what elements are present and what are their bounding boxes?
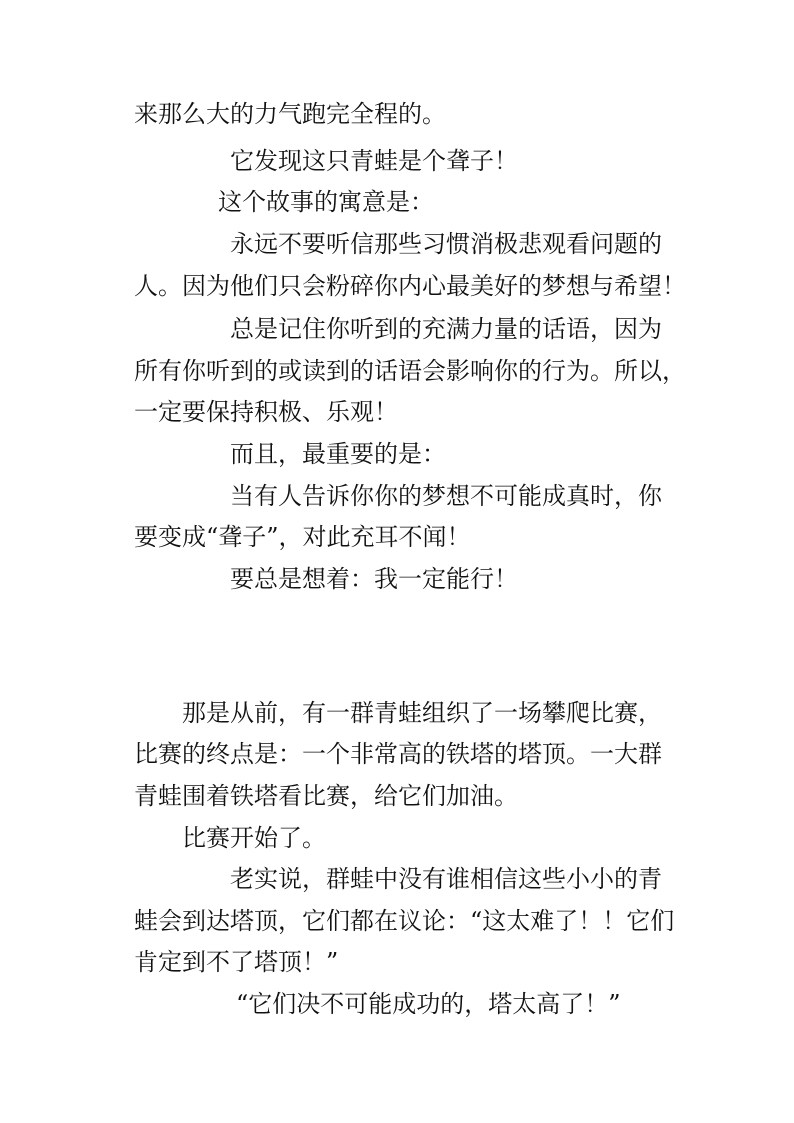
text-line: 比赛的终点是：一个非常高的铁塔的塔顶。一大群 xyxy=(134,740,662,768)
text-line: 所有你听到的或读到的话语会影响你的行为。所以， xyxy=(134,357,686,385)
text-line: 青蛙围着铁塔看比赛，给它们加油。 xyxy=(134,782,518,810)
text-line: 老实说，群蛙中没有谁相信这些小小的青 xyxy=(230,865,662,893)
text-line: 比赛开始了。 xyxy=(182,824,326,852)
text-line: “它们决不可能成功的，塔太高了！” xyxy=(236,990,621,1018)
text-line: 那是从前，有一群青蛙组织了一场攀爬比赛， xyxy=(182,699,662,727)
text-line: 肯定到不了塔顶！” xyxy=(134,948,339,976)
text-line: 当有人告诉你你的梦想不可能成真时，你 xyxy=(230,482,662,510)
text-line: 一定要保持积极、乐观！ xyxy=(134,398,398,426)
text-line: 而且，最重要的是： xyxy=(230,440,446,468)
text-line: 这个故事的寓意是： xyxy=(218,188,434,216)
text-line: 总是记住你听到的充满力量的话语，因为 xyxy=(230,315,662,343)
text-line: 蛙会到达塔顶，它们都在议论：“这太难了！！它们 xyxy=(134,907,675,935)
text-line: 要总是想着：我一定能行！ xyxy=(230,565,518,593)
text-line: 人。因为他们只会粉碎你内心最美好的梦想与希望！ xyxy=(134,272,686,300)
text-line: 它发现这只青蛙是个聋子！ xyxy=(230,147,518,175)
text-line: 来那么大的力气跑完全程的。 xyxy=(134,100,446,128)
text-line: 要变成“聋子”，对此充耳不闻！ xyxy=(134,523,471,551)
text-line: 永远不要听信那些习惯消极悲观看问题的 xyxy=(230,230,662,258)
